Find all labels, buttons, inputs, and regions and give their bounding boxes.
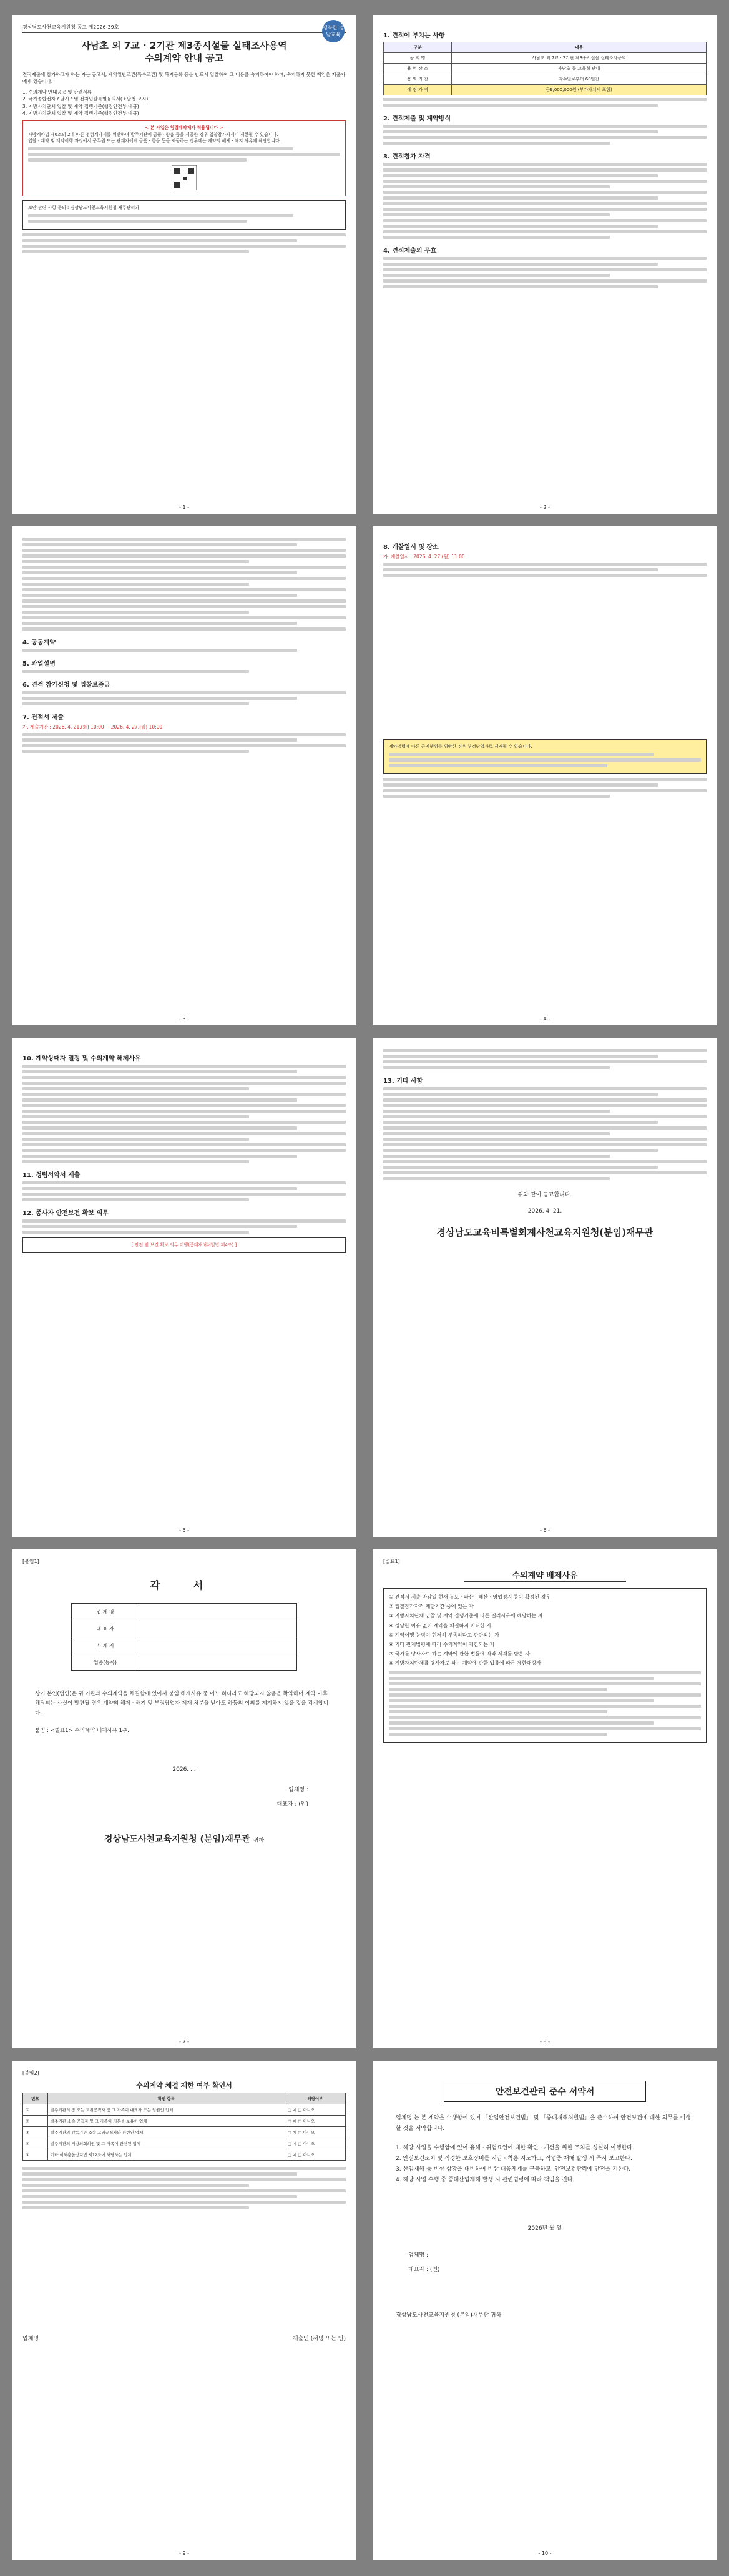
check-option[interactable]: □ 예 □ 아니오 (285, 2127, 345, 2138)
signer-company: 업체명 : (288, 1786, 308, 1793)
list-item: ⑧ 지방자치단체를 당사자로 하는 계약에 관한 법률에 따른 제한대상자 (389, 1660, 541, 1667)
signer-company: 업체명 : (408, 2252, 428, 2259)
pledge-body: 업체명 는 본 계약을 수행함에 있어 「산업안전보건법」 및 「중대재해처벌법」을 준수하며 안전보건에 대한 의무를 이행할 것을 서약합니다. (396, 2115, 692, 2133)
list-item: ① 견적서 제출 마감일 현재 부도 · 파산 · 해산 · 영업정지 등이 확정된 경우 (389, 1594, 551, 1600)
attachment-label: [별표1] (383, 1559, 400, 1564)
doc-page-6 (373, 1038, 717, 1537)
notice-date: 2026. 4. 21. (527, 1208, 562, 1214)
page-number: - 3 - (179, 1016, 189, 1022)
conflict-check-table: 번호 확인 항목 해당여부 ① 발주기관의 장 또는 고위공직자 및 그 가족이 대표자 또는 임원인 업체 □ 예 □ 아니오 ② 발주기관 소속 공직자 및 그 가족이 지분을 보유한 업체 □ 예 □ 아니오 ③ 발주기관의 감독기관 소속 고위공직자와 관련된 업체 □ 예 □ 아니오 ④ 발주기관의 지방의회의원 및 그 가족이 관련된 업체 □ 예 □ 아니오 ⑤ 기타 이해충돌방지법 제12조에 해당하는 업체 □ 예 □ 아니오 (22, 2093, 346, 2161)
representative-field[interactable] (139, 1620, 297, 1637)
doc-page-7 (12, 1549, 356, 2048)
exclusion-list (383, 1588, 707, 1743)
form-title: 안전보건관리 준수 서약서 (444, 2081, 647, 2102)
page-number: - 10 - (538, 2550, 552, 2556)
check-option[interactable]: □ 예 □ 아니오 (285, 2149, 345, 2161)
doc-page-1 (12, 15, 356, 514)
check-option[interactable]: □ 예 □ 아니오 (285, 2138, 345, 2149)
list-item: ⑦ 국가를 당사자로 하는 계약에 관한 법률에 따라 제재를 받은 자 (389, 1651, 530, 1657)
table-row: ③ 발주기관의 감독기관 소속 고위공직자와 관련된 업체 □ 예 □ 아니오 (23, 2127, 346, 2138)
section-heading: 11. 청렴서약서 제출 (22, 1172, 81, 1179)
page-number: - 1 - (179, 505, 189, 510)
list-item: 2. 국가종합전자조달시스템 전자입찰특별유의서(조달청 고시) (22, 96, 149, 102)
section-heading: 10. 계약상대자 결정 및 수의계약 해제사유 (22, 1055, 141, 1062)
qr-code-icon (172, 165, 197, 190)
doc-page-5 (12, 1038, 356, 1537)
page-number: - 5 - (179, 1528, 189, 1533)
section-heading: 13. 기타 사항 (383, 1078, 423, 1085)
contract-info-table: 구분 내용 용 역 명 사남초 외 7교 · 2기관 제3종시설물 실태조사용역 용 역 장 소 사남초 등 교육청 관내 용 역 기 간 착수일로부터 60일간 예 정 가 격 금9,000,000원 (부가가치세 포함) (383, 42, 707, 95)
form-title: 각 서 (150, 1579, 218, 1591)
table-row: ① 발주기관의 장 또는 고위공직자 및 그 가족이 대표자 또는 임원인 업체 □ 예 □ 아니오 (23, 2104, 346, 2116)
list-item: 2. 안전보건조치 및 적정한 보호장비를 지급 · 착용 지도하고, 작업중 재해 발생 시 즉시 보고한다. (396, 2156, 632, 2162)
check-option[interactable]: □ 예 □ 아니오 (285, 2116, 345, 2127)
business-type-field[interactable] (139, 1654, 297, 1671)
security-box: 보안 관련 사항 문의 : 경상남도사천교육지원청 재무관리과 (22, 200, 346, 230)
section-heading: 3. 견적참가 자격 (383, 153, 431, 160)
list-item: 4. 지방자치단체 입찰 및 계약 집행기준(행정안전부 예규) (22, 110, 139, 116)
form-title: 수의계약 체결 제한 여부 확인서 (136, 2081, 232, 2089)
page-number: - 7 - (179, 2039, 189, 2045)
company-info-table: 업 체 명 대 표 자 소 재 지 업종(등록) (71, 1603, 298, 1671)
signer-representative: 대표자 : (인) (408, 2266, 440, 2273)
signer-representative: 대표자 : (인) (276, 1801, 308, 1808)
opening-date: 가. 개찰일시 : 2026. 4. 27.(월) 11:00 (383, 554, 465, 559)
list-item: ② 입찰참가자격 제한기간 중에 있는 자 (389, 1604, 474, 1610)
sign-date: 2026. . . (172, 1766, 196, 1773)
list-item: ④ 정당한 이유 없이 계약을 체결하지 아니한 자 (389, 1622, 492, 1629)
attachment-note: 붙임 : <별표1> 수의계약 배제사유 1부. (35, 1727, 129, 1734)
section-heading: 4. 공동계약 (22, 639, 56, 646)
form-title: 수의계약 배제사유 (464, 1569, 626, 1582)
attachment-label: [붙임2] (22, 2070, 39, 2076)
attachment-label: [붙임1] (22, 1559, 39, 1564)
table-row: ② 발주기관 소속 공직자 및 그 가족이 지분을 보유한 업체 □ 예 □ 아니오 (23, 2116, 346, 2127)
page-number: - 9 - (179, 2550, 189, 2556)
notice-closing: 위와 같이 공고합니다. (517, 1192, 572, 1198)
list-item: 1. 수의계약 안내공고 및 관련서류 (22, 89, 92, 95)
company-name-field[interactable] (139, 1604, 297, 1620)
section-heading: 12. 종사자 안전보건 확보 의무 (22, 1210, 109, 1217)
addressee: 경상남도사천교육지원청 (분임)재무관 귀하 (104, 1834, 265, 1844)
page-number: - 8 - (540, 2039, 550, 2045)
doc-header: 경상남도사천교육지원청 공고 제2026-39호 (22, 24, 346, 33)
check-option[interactable]: □ 예 □ 아니오 (285, 2104, 345, 2116)
section-heading: 5. 과업설명 (22, 661, 56, 667)
list-item: 1. 해당 사업을 수행함에 있어 유해 · 위험요인에 대한 확인 · 개선을 위한 조치를 성실히 이행한다. (396, 2145, 634, 2152)
table-row: ④ 발주기관의 지방의회의원 및 그 가족이 관련된 업체 □ 예 □ 아니오 (23, 2138, 346, 2149)
page-number: - 2 - (540, 505, 550, 510)
agency-name: 경상남도교육비특별회계사천교육지원청(분임)재무관 (436, 1227, 653, 1238)
integrity-notice: < 본 사업은 청렴계약제가 적용됩니다 > 사방계약법 제6조의 2에 따른 청렴계약제를 위반하여 발주기관에 금품 · 향응 등을 제공한 경우 입찰참가자격이 제한될 수 있습니다. 입찰 · 계약 및 계약이행 과정에서 공무원 또는 관계자에게 금품 · 향응 등을 제공하는 경우에는 계약의 해제 · 해지 사유에 해당합니다. (22, 120, 346, 196)
doc-page-8 (373, 1549, 717, 2048)
list-item: ⑤ 계약이행 능력이 현저히 부족하다고 판단되는 자 (389, 1632, 499, 1638)
doc-page-3 (12, 526, 356, 1025)
intro-text: 견적제출에 참가하고자 하는 자는 공고서, 계약일반조건(특수조건) 및 복지문화 등을 반드시 입찰하여 그 내용을 숙지하여야 하며, 숙지하지 못한 책임은 제출자에게 있습니다. (22, 71, 346, 84)
doc-page-9 (12, 2061, 356, 2560)
section-heading: 7. 견적서 제출 (22, 714, 64, 721)
section-heading: 8. 개찰일시 및 장소 (383, 544, 439, 551)
list-item: 3. 산업재해 등 비상 상황을 대비하여 비상 대응체계를 구축하고, 안전보건관리에 만전을 기한다. (396, 2166, 631, 2173)
safety-note: [ 안전 및 보건 확보 의무 이행(중대재해처벌법 제4조) ] (22, 1237, 346, 1253)
signer-line: 제출인 (서명 또는 인) (292, 2336, 346, 2342)
section-heading: 6. 견적 참가신청 및 입찰보증금 (22, 682, 110, 689)
section-heading: 4. 견적제출의 무효 (383, 248, 437, 254)
address-field[interactable] (139, 1637, 297, 1654)
sign-date: 2026년 월 일 (527, 2225, 562, 2232)
warning-box: 계약법령에 따른 금지행위를 위반한 경우 부정당업자로 제재될 수 있습니다. (383, 739, 707, 774)
list-item: 4. 해당 사업 수행 중 중대산업재해 발생 시 관련법령에 따라 책임을 진다. (396, 2177, 575, 2184)
list-item: ③ 지방자치단체 입찰 및 계약 집행기준에 따른 결격사유에 해당하는 자 (389, 1613, 543, 1619)
signer-label: 업체명 (22, 2336, 39, 2342)
table-row: ⑤ 기타 이해충돌방지법 제12조에 해당하는 업체 □ 예 □ 아니오 (23, 2149, 346, 2161)
doc-page-4 (373, 526, 717, 1025)
page-number: - 4 - (540, 1016, 550, 1022)
pledge-body: 상기 본인(법인)은 귀 기관과 수의계약을 체결함에 있어서 붙임 해제사유 중 어느 하나라도 해당되지 않음을 확약하며 계약 이후 해당되는 사실이 발견될 경우 계약의 해제 · 해지 및 부정당업자 제재 처분을 받아도 하등의 이의를 제기하지 않을 것을 각서합니다. (35, 1691, 329, 1717)
doc-page-2 (373, 15, 717, 514)
list-item: 3. 지방자치단체 입찰 및 계약 집행기준(행정안전부 예규) (22, 103, 139, 109)
page-title: 사남초 외 7교 · 2기관 제3종시설물 실태조사용역 수의계약 안내 공고 (81, 40, 287, 64)
list-item: ⑥ 기타 관계법령에 따라 수의계약이 제한되는 자 (389, 1641, 495, 1647)
doc-page-10 (373, 2061, 717, 2560)
submission-dates: 가. 제출기간 : 2026. 4. 21.(화) 10:00 ~ 2026. 4. 27.(월) 10:00 (22, 724, 163, 730)
section-heading: 1. 견적에 부치는 사항 (383, 32, 445, 39)
addressee: 경상남도사천교육지원청 (분임)재무관 귀하 (396, 2312, 502, 2318)
page-number: - 6 - (540, 1528, 550, 1533)
logo: 행복한 경남교육 (322, 20, 345, 42)
section-heading: 2. 견적제출 및 계약방식 (383, 115, 451, 122)
